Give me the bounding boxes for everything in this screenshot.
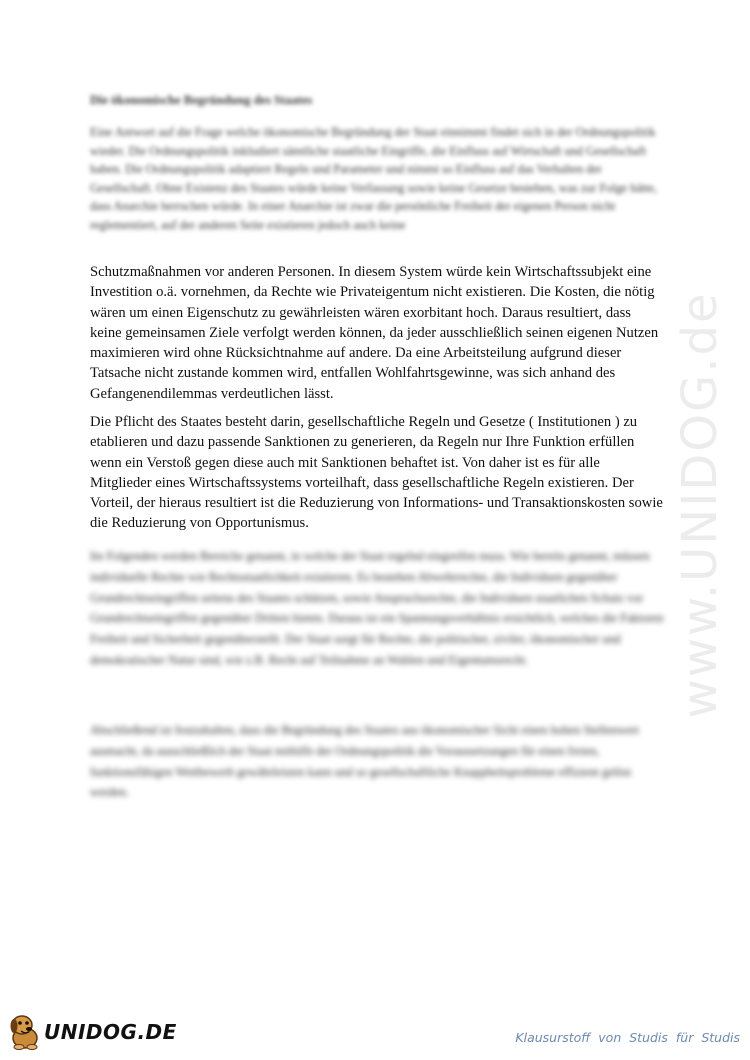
paragraph-3-blurred: Im Folgenden werden Bereiche genannt, in welche der Staat regelnd eingreifen muss. Wie bereits genannt, müssen individuelle Rechte wie Rechtsstaatlichkeit existieren. Es bestehen Abwehrrechte, die Individuen gegenüber Grundrechtseingriffen seitens des Staates schützen, sowie Anspruchsrechte, die Individuen staatlichen Schutz vor Grundrechtseingriffen gegenüber Dritten bieten. Daraus ist ein Spannungsverhältnis ersichtlich, welches die Faktoren Freiheit und Sicherheit gegenüberstellt. Der Staat sorgt für Rechte, die politischer, ziviler, ökonomischer und demokratischer Natur sind, wie z.B. Recht auf Teilnahme an Wahlen und Eigentumsrecht. — [90, 549, 664, 667]
footer-tagline: Klausurstoff von Studis für Studis — [515, 1030, 740, 1045]
unidog-logo — [8, 1012, 177, 1052]
logo-text: UNIDOG.DE — [44, 1020, 177, 1044]
paragraph-2: Die Pflicht des Staates besteht darin, gesellschaftliche Regeln und Gesetze ( Institutionen ) zu etablieren und dazu passende Sanktionen zu generieren, da Regeln nur Ihre Funktion erfüllen wenn ein Verstoß gegen diese auch mit Sanktionen behaftet ist. Von daher ist es für alle Mitglieder eines Wirtschaftssystems vorteilhaft, dass gesellschaftliche Regeln existieren. Der Vorteil, der hieraus resultiert ist die Reduzierung von Informations- und Transaktionskosten sowie die Reduzierung von Opportunismus. — [90, 414, 663, 532]
document-title: Die ökonomische Begründung des Staates — [90, 93, 313, 107]
dog-mascot-icon — [8, 1012, 44, 1052]
paragraph-1-visible: Schutzmaßnahmen vor anderen Personen. In diesem System würde kein Wirtschaftssubjekt eine Investition o.ä. vornehmen, da Rechte wie Privateigentum nicht existieren. Die Kosten, die nötig wären um einen Eigenschutz zu gewährleisten wären exorbitant hoch. Daraus resultiert, dass keine gemeinsamen Ziele verfolgt werden können, da jeder ausschließlich seinen eigenen Nutzen maximieren wird ohne Rücksichtnahme auf andere. Da eine Arbeitsteilung aufgrund dieser Tatsache nicht zustande kommen wird, entfallen Wohlfahrtsgewinne, was sich anhand des Gefangenendilemmas verdeutlichen lässt. — [90, 264, 659, 402]
paragraph-4-blurred: Abschließend ist festzuhalten, dass die Begründung des Staates aus ökonomischer Sicht einen hohen Stellenwert ausmacht, da ausschließlich der Staat mithilfe der Ordnungspolitik die Voraussetzungen für einen freien, funktionsfähigen Wettbewerb gewährleisten kann und so gesellschaftliche Knappheitsprobleme effizient gelöst werden. — [90, 723, 639, 800]
watermark-text: www.UNIDOG.de — [672, 291, 728, 719]
paragraph-1-blurred: Eine Antwort auf die Frage welche ökonomische Begründung der Staat einnimmt findet sich in der Ordnungspolitik wieder. Die Ordnungspolitik inkludiert sämtliche staatliche Eingriffe, die Einfluss auf Wirtschaft und Gesellschaft haben. Die Ordnungspolitik adaptiert Regeln und Parameter und nimmt so Einfluss auf das Verhalten der Gesellschaft. Ohne Existenz des Staates würde keine Verfassung sowie keine Gesetze bestehen, was zur Folge hätte, dass Anarchie herrschen würde. In einer Anarchie ist zwar die persönliche Freiheit der eigenen Person nicht reglementiert, auf der anderen Seite existieren jedoch auch keine — [90, 125, 657, 232]
